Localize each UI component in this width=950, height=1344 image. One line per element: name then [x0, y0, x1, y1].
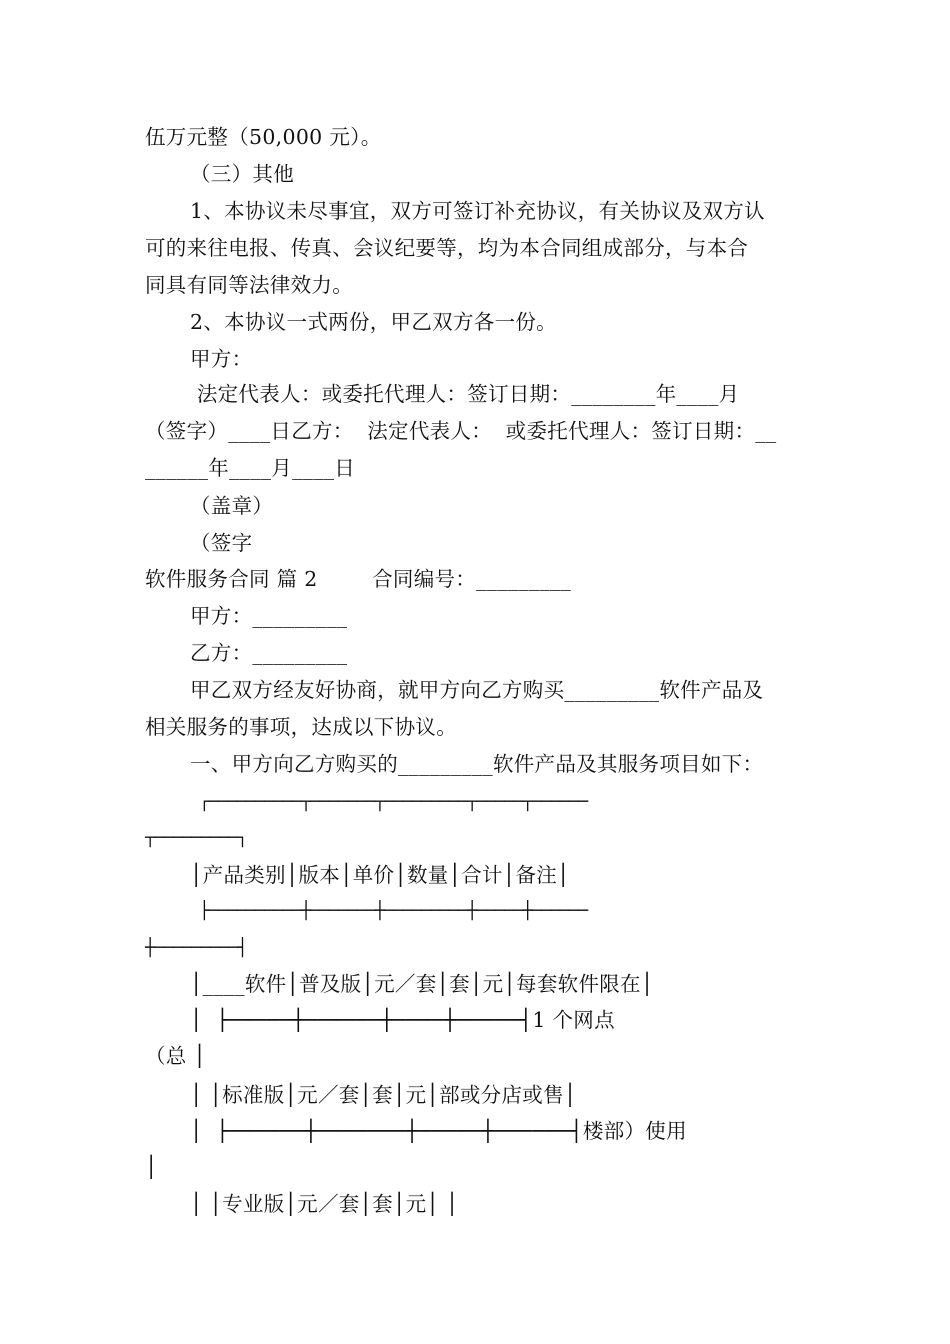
- table-row: │: [145, 1155, 158, 1179]
- text-line: 同具有同等法律效力。: [145, 273, 353, 297]
- party-b-line: 乙方：_________: [190, 641, 348, 665]
- text-line: 可的来往电报、传真、会议纪要等，均为本合同组成部分，与本合: [145, 236, 749, 260]
- text-line: 相关服务的事项，达成以下协议。: [145, 715, 457, 739]
- table-row: │ │标准版│元／套│套│元│部或分店或售│: [190, 1083, 577, 1107]
- table-row: （总 │: [145, 1044, 207, 1068]
- table-row: │ ├──────┼───────┼─────┼──────┤楼部）使用: [190, 1119, 687, 1143]
- table-row: │ ├─────┼──────┼────┼─────┤1 个网点: [190, 1008, 615, 1032]
- section-heading: （三）其他: [190, 162, 294, 186]
- signature-line: （签字）____日乙方： 法定代表人： 或委托代理人：签订日期：__: [145, 419, 777, 443]
- text-line: 甲乙双方经友好协商，就甲方向乙方购买_________软件产品及: [190, 678, 764, 702]
- text-line: 一、甲方向乙方购买的_________软件产品及其服务项目如下：: [190, 752, 764, 776]
- text-line: 1、本协议未尽事宜，双方可签订补充协议，有关协议及双方认: [190, 199, 765, 223]
- signature-line: ______年____月____日: [145, 456, 356, 480]
- table-border-line: ┌──────────┬───────┬─────────┬─────┬──────: [190, 792, 588, 812]
- table-border-line: ┼─────────┤: [145, 938, 247, 958]
- table-row: │ │专业版│元／套│套│元│ │: [190, 1192, 459, 1216]
- contract-title: 软件服务合同 篇 2 合同编号：_________: [145, 567, 572, 591]
- party-a-line: 甲方：_________: [190, 604, 348, 628]
- signature-line: 法定代表人：或委托代理人：签订日期：________年____月: [190, 382, 740, 406]
- text-line: （签字: [190, 531, 253, 555]
- table-row: │产品类别│版本│单价│数量│合计│备注│: [190, 863, 570, 887]
- text-line: （盖章）: [190, 494, 274, 518]
- text-line: 甲方：: [190, 347, 253, 371]
- table-border-line: ├──────────┼───────┼─────────┼─────┼──────: [190, 901, 588, 921]
- table-row: │____软件│普及版│元／套│套│元│每套软件限在│: [190, 972, 654, 996]
- text-line: 伍万元整（50,000 元）。: [145, 125, 382, 149]
- table-border-line: ┬─────────┐: [145, 828, 247, 848]
- text-line: 2、本协议一式两份，甲乙双方各一份。: [190, 310, 557, 334]
